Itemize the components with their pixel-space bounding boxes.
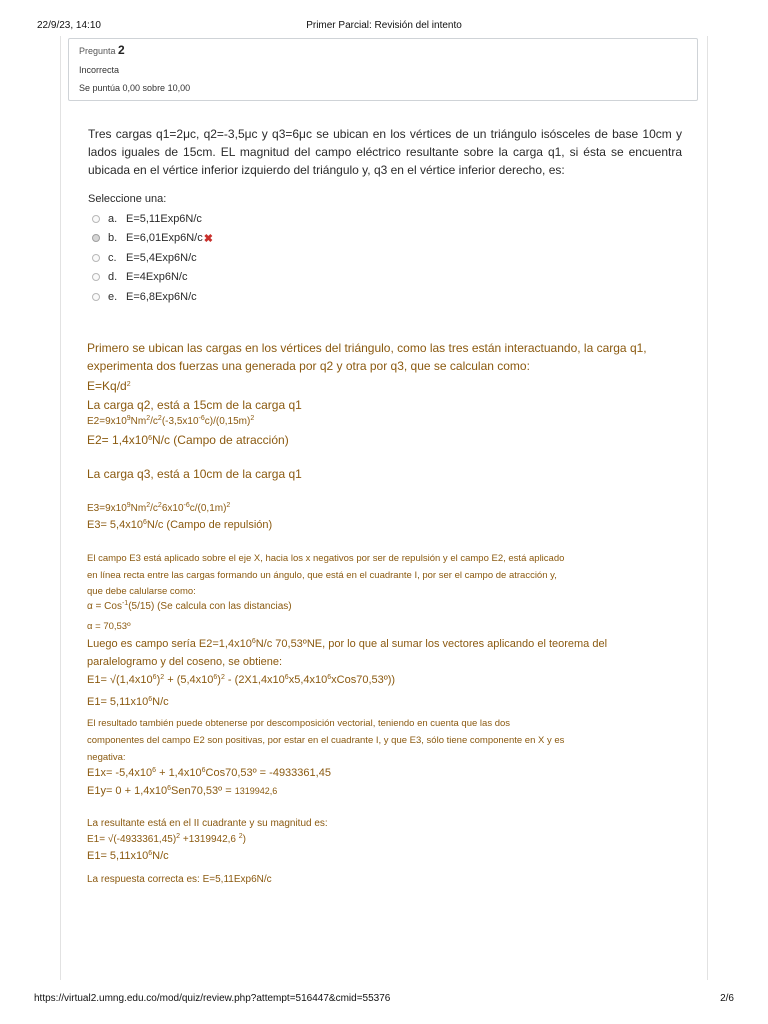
answer-list xyxy=(92,209,213,307)
answer-option-a[interactable] xyxy=(92,209,213,229)
answer-letter: e. xyxy=(108,290,118,303)
explanation-para-2: en línea recta entre las cargas formando un ángulo, que está en el cuadrante I, por ser el campo de atracción y, xyxy=(87,570,557,581)
answer-text: E=6,8Exp6N/c xyxy=(126,290,197,303)
answer-option-b[interactable] xyxy=(92,229,213,249)
print-title: Primer Parcial: Revisión del intento xyxy=(306,20,462,31)
e2-field-line-1: Luego es campo sería $E2=1,4x10^6N/c$ 70,53ºNE, por lo que al sumar los vectores aplicando el teorema del xyxy=(87,638,608,650)
answer-option-e[interactable] xyxy=(92,287,213,307)
right-divider xyxy=(707,36,708,980)
incorrect-x-icon: ✖ xyxy=(203,232,213,245)
answer-text: E=6,01Exp6N/c xyxy=(126,232,203,245)
correct-answer: La respuesta correcta es: E=5,11Exp6N/c xyxy=(87,874,272,885)
e1-result: $E1= 5,11x10^6N/c$ xyxy=(87,696,169,708)
decomp-para-2: componentes del campo E2 son positivas, por estar en el cuadrante I, y que E3, sólo tiene componente en X y es xyxy=(87,735,565,746)
page-url: https://virtual2.umng.edu.co/mod/quiz/review.php?attempt=516447&cmid=55376 xyxy=(34,993,391,1004)
question-text: Tres cargas q1=2μc, q2=-3,5μc y q3=6μc se ubican en los vértices de un triángulo isósceles de base 10cm y lados iguales de 15cm. EL magnitud del campo eléctrico resultante sobre la carga q1, si ésta se encuentra ubicada en el vértice inferior izquierdo del triángulo y, q3 en el vértice inferior derecho, es: xyxy=(88,127,682,177)
page-number: 2/6 xyxy=(720,993,734,1004)
e1x-component: $E1x= -5,4x10^6$ + $1,4x10^6Cos70,53º = -4933361,45$ xyxy=(87,767,331,779)
left-divider xyxy=(60,36,61,980)
answer-text: E=4Exp6N/c xyxy=(126,271,188,284)
feedback-intro-2: experimenta dos fuerzas una generada por q2 y otra por q3, que se calculan como: xyxy=(87,359,530,373)
answer-letter: a. xyxy=(108,212,118,225)
e1-formula: $E1= √(1,4x10^6)^2 + (5,4x10^6)^2$ - $(2X1,4x10^6x5,4x10^6xCos70,53º)$) xyxy=(87,674,396,686)
answer-letter: b. xyxy=(108,232,118,245)
answer-letter: c. xyxy=(108,251,117,264)
alpha-value: α = 70,53º xyxy=(87,621,131,632)
e1y-component: $E1y= 0 + 1,4x10^6Sen70,53º = 1319942,6$ xyxy=(87,785,278,797)
answer-text: E=5,4Exp6N/c xyxy=(126,251,197,264)
explanation-para-3: que debe calularse como: xyxy=(87,586,196,597)
explanation-para-1: El campo E3 está aplicado sobre el eje X, hacia los x negativos por ser de repulsión y el campo E2, está aplicado xyxy=(87,553,565,564)
answer-letter: d. xyxy=(108,271,118,284)
magnitude-result: $E1= 5,11x10^6N/c$ xyxy=(87,850,169,862)
radio-e[interactable] xyxy=(92,293,100,301)
question-state: Incorrecta xyxy=(79,65,120,75)
answer-option-c[interactable] xyxy=(92,248,213,268)
q2-distance: La carga q2, está a 15cm de la carga q1 xyxy=(87,398,302,412)
e3-calculation: $E3=9x10^9Nm^2/c^26x10^{-6}c/(0,1m)^2$ xyxy=(87,502,231,514)
e2-calculation: $E2=9x10^9Nm^2/c^2(-3,5x10^{-6}c)/(0,15m)^2$ xyxy=(87,415,255,427)
decomp-para-3: negativa: xyxy=(87,752,126,763)
decomp-para-1: El resultado también puede obtenerse por descomposición vectorial, teniendo en cuenta que las dos xyxy=(87,718,511,729)
print-datetime: 22/9/23, 14:10 xyxy=(37,20,101,31)
question-grade: Se puntúa 0,00 sobre 10,00 xyxy=(79,83,191,93)
formula-base: $E=Kq/d^2$ xyxy=(87,379,131,393)
alpha-formula: α = Cos$^{-1}$(5/15) (Se calcula con las distancias) xyxy=(87,600,292,612)
answer-text: E=5,11Exp6N/c xyxy=(126,212,202,225)
quadrant-text: La resultante está en el II cuadrante y su magnitud es: xyxy=(87,818,328,829)
question-number: Pregunta 2 xyxy=(79,43,125,57)
e2-field-line-2: paralelogramo y del coseno, se obtiene: xyxy=(87,656,283,668)
feedback-intro-1: Primero se ubican las cargas en los vértices del triángulo, como las tres están interactuando, la carga q1, xyxy=(87,341,647,355)
magnitude-formula: $E1= √(-4933361,45)^2 +1319942,6$ $^2$) xyxy=(87,833,246,845)
print-header xyxy=(0,0,768,36)
e2-result: $E2= 1,4x10^6N/c$ (Campo de atracción) xyxy=(87,433,289,447)
e3-result: $E3= 5,4x10^6N/c$ (Campo de repulsión) xyxy=(87,519,273,531)
question-info-box xyxy=(68,38,698,101)
radio-a[interactable] xyxy=(92,215,100,223)
radio-d[interactable] xyxy=(92,273,100,281)
radio-c[interactable] xyxy=(92,254,100,262)
answer-option-d[interactable] xyxy=(92,268,213,288)
select-prompt: Seleccione una: xyxy=(88,193,167,205)
q3-distance: La carga q3, está a 10cm de la carga q1 xyxy=(87,467,302,481)
radio-b[interactable] xyxy=(92,234,100,242)
